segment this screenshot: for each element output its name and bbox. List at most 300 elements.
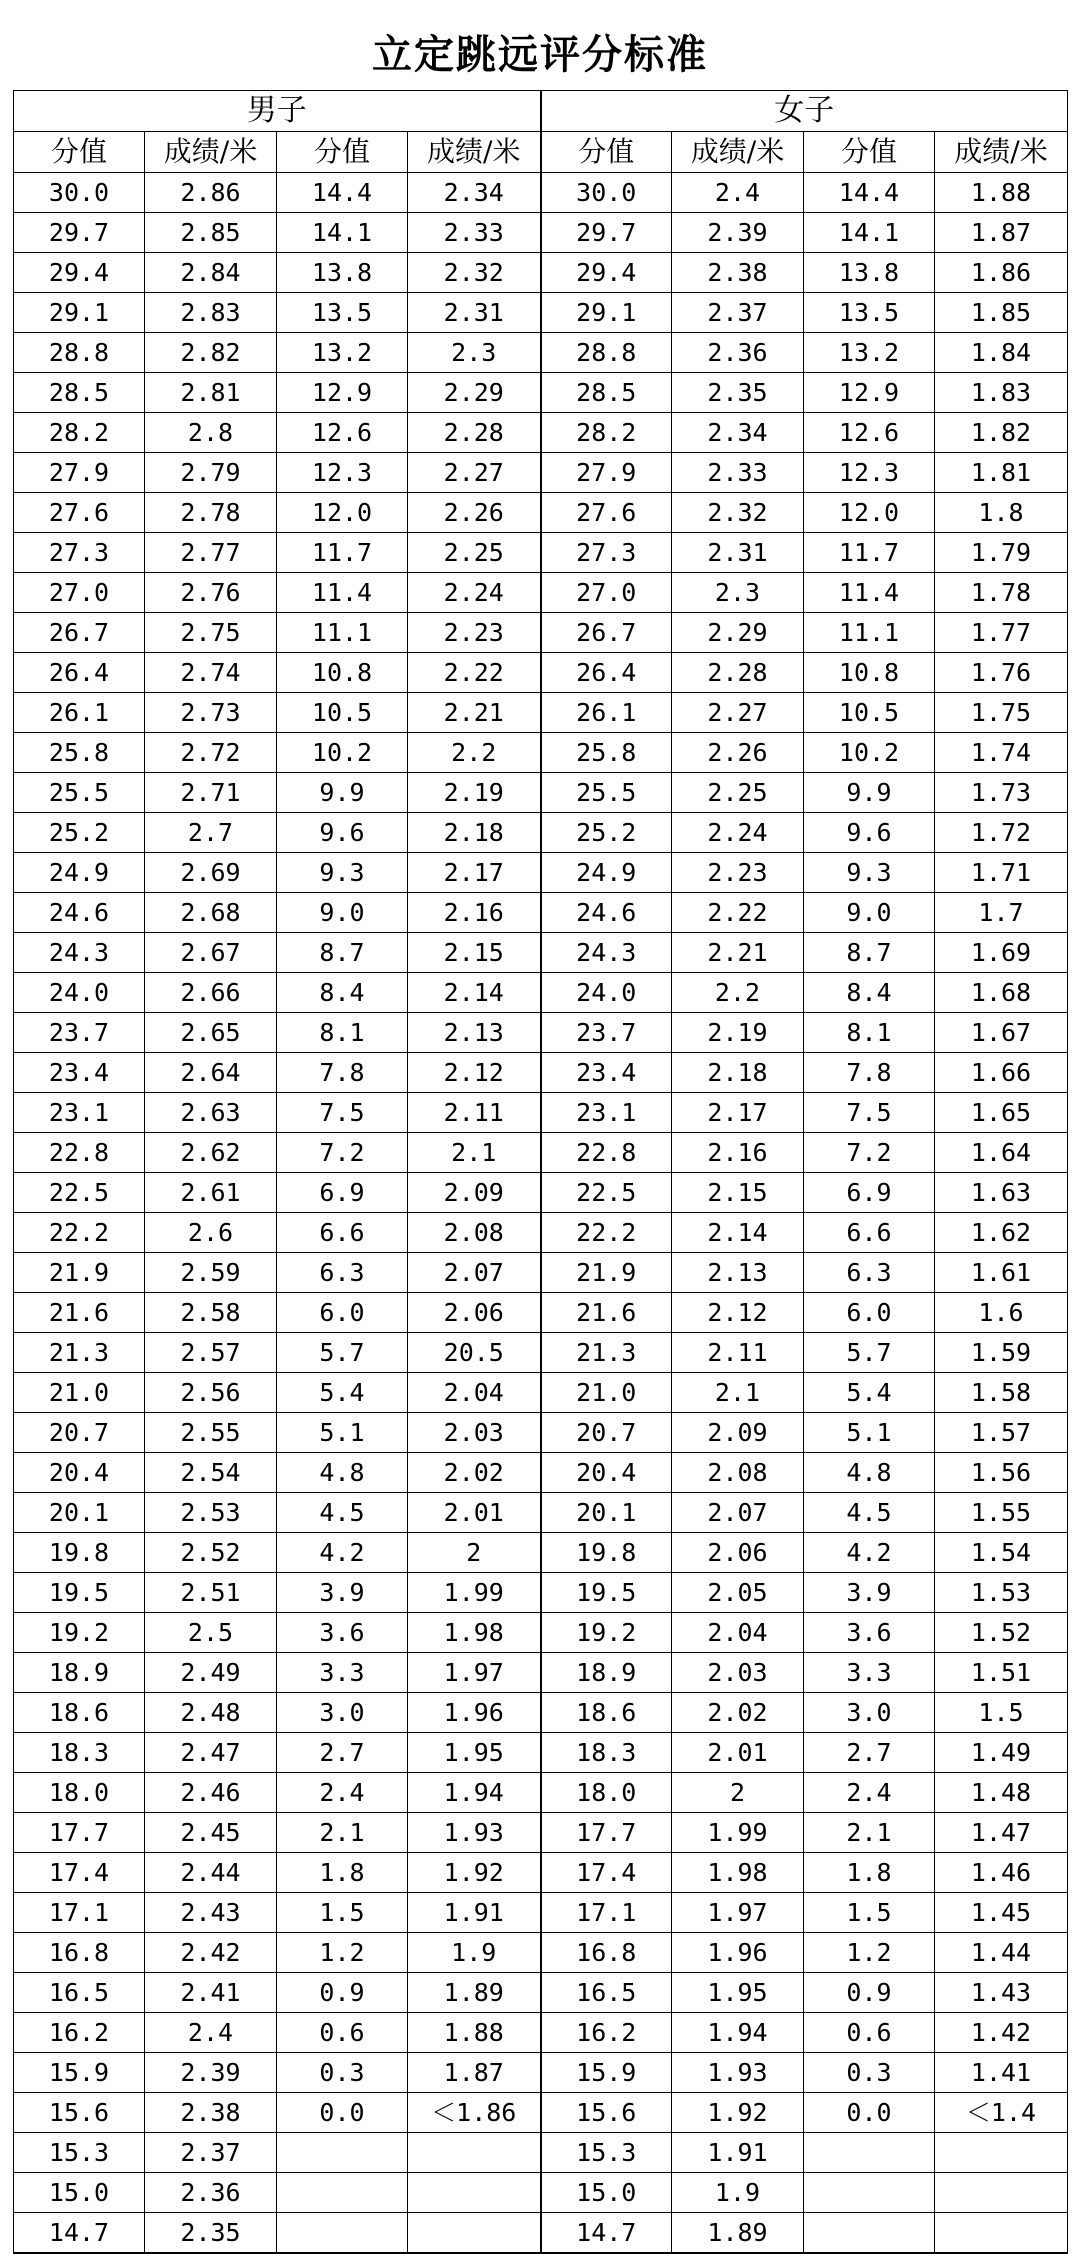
result-cell: 1.91 bbox=[672, 2133, 804, 2173]
result-cell: 2.78 bbox=[145, 493, 277, 533]
score-cell: 24.6 bbox=[14, 893, 145, 933]
score-cell: 5.1 bbox=[277, 1413, 408, 1453]
result-cell: 2.45 bbox=[145, 1813, 277, 1853]
result-cell: 1.48 bbox=[935, 1773, 1068, 1813]
result-cell: 1.9 bbox=[672, 2173, 804, 2213]
score-cell bbox=[277, 2173, 408, 2213]
table-row bbox=[14, 413, 1068, 453]
result-cell: 1.86 bbox=[935, 253, 1068, 293]
score-cell: 21.0 bbox=[14, 1373, 145, 1413]
score-cell: 6.0 bbox=[804, 1293, 935, 1333]
table-row bbox=[14, 373, 1068, 413]
result-cell: 1.85 bbox=[935, 293, 1068, 333]
score-cell: 14.7 bbox=[541, 2213, 672, 2254]
score-cell: 16.2 bbox=[541, 2013, 672, 2053]
score-cell: 21.3 bbox=[541, 1333, 672, 1373]
score-cell: 17.4 bbox=[541, 1853, 672, 1893]
result-cell: 2.52 bbox=[145, 1533, 277, 1573]
result-cell: 1.66 bbox=[935, 1053, 1068, 1093]
result-cell: 1.56 bbox=[935, 1453, 1068, 1493]
result-cell: 1.95 bbox=[408, 1733, 541, 1773]
score-cell: 15.6 bbox=[541, 2093, 672, 2133]
table-row bbox=[14, 533, 1068, 573]
score-cell: 8.4 bbox=[277, 973, 408, 1013]
score-cell: 27.3 bbox=[541, 533, 672, 573]
table-row bbox=[14, 2093, 1068, 2133]
score-cell: 20.4 bbox=[14, 1453, 145, 1493]
result-cell: 1.89 bbox=[672, 2213, 804, 2254]
result-cell: 2.06 bbox=[408, 1293, 541, 1333]
result-cell: 1.68 bbox=[935, 973, 1068, 1013]
score-cell: 15.3 bbox=[14, 2133, 145, 2173]
result-cell: 2.38 bbox=[145, 2093, 277, 2133]
score-cell: 18.6 bbox=[14, 1693, 145, 1733]
column-header: 分值 bbox=[14, 132, 145, 173]
result-cell: 2 bbox=[672, 1773, 804, 1813]
result-cell: 2.37 bbox=[145, 2133, 277, 2173]
result-cell: 2.31 bbox=[408, 293, 541, 333]
result-cell: 1.76 bbox=[935, 653, 1068, 693]
result-cell: 1.94 bbox=[408, 1773, 541, 1813]
score-cell: 0.9 bbox=[277, 1973, 408, 2013]
result-cell: 2.13 bbox=[672, 1253, 804, 1293]
result-cell: 2.62 bbox=[145, 1133, 277, 1173]
score-cell: 5.1 bbox=[804, 1413, 935, 1453]
score-cell: 26.1 bbox=[14, 693, 145, 733]
result-cell: 1.78 bbox=[935, 573, 1068, 613]
score-cell: 7.2 bbox=[277, 1133, 408, 1173]
result-cell: 2.02 bbox=[672, 1693, 804, 1733]
score-cell: 9.3 bbox=[277, 853, 408, 893]
table-row bbox=[14, 973, 1068, 1013]
table-row bbox=[14, 1373, 1068, 1413]
result-cell: 2.17 bbox=[672, 1093, 804, 1133]
result-cell: 1.57 bbox=[935, 1413, 1068, 1453]
score-cell: 4.2 bbox=[277, 1533, 408, 1573]
score-cell: 18.3 bbox=[541, 1733, 672, 1773]
result-cell: 2.23 bbox=[672, 853, 804, 893]
result-cell: 1.87 bbox=[408, 2053, 541, 2093]
result-cell: 2.15 bbox=[672, 1173, 804, 1213]
score-cell: 20.7 bbox=[14, 1413, 145, 1453]
table-row bbox=[14, 693, 1068, 733]
result-cell: 2.79 bbox=[145, 453, 277, 493]
result-cell: 1.46 bbox=[935, 1853, 1068, 1893]
score-cell: 6.9 bbox=[277, 1173, 408, 1213]
score-cell: 12.9 bbox=[804, 373, 935, 413]
score-cell: 5.4 bbox=[804, 1373, 935, 1413]
score-cell: 14.1 bbox=[804, 213, 935, 253]
result-cell bbox=[935, 2133, 1068, 2173]
score-cell: 10.8 bbox=[277, 653, 408, 693]
score-cell: 19.8 bbox=[541, 1533, 672, 1573]
result-cell: 1.62 bbox=[935, 1213, 1068, 1253]
score-cell bbox=[277, 2213, 408, 2254]
score-cell: 23.4 bbox=[541, 1053, 672, 1093]
result-cell: 2.86 bbox=[145, 173, 277, 213]
result-cell: 2.7 bbox=[145, 813, 277, 853]
result-cell: 2 bbox=[408, 1533, 541, 1573]
score-cell: 8.1 bbox=[277, 1013, 408, 1053]
score-cell: 3.3 bbox=[804, 1653, 935, 1693]
result-cell: 2.14 bbox=[672, 1213, 804, 1253]
score-cell: 18.9 bbox=[541, 1653, 672, 1693]
score-cell: 1.8 bbox=[277, 1853, 408, 1893]
result-cell: 2.03 bbox=[408, 1413, 541, 1453]
result-cell: 1.71 bbox=[935, 853, 1068, 893]
score-cell: 11.1 bbox=[804, 613, 935, 653]
score-cell: 2.7 bbox=[804, 1733, 935, 1773]
score-cell: 4.5 bbox=[277, 1493, 408, 1533]
result-cell: 2.24 bbox=[672, 813, 804, 853]
score-cell: 21.6 bbox=[14, 1293, 145, 1333]
score-cell: 1.5 bbox=[277, 1893, 408, 1933]
score-cell: 17.1 bbox=[541, 1893, 672, 1933]
result-cell: 1.6 bbox=[935, 1293, 1068, 1333]
score-cell: 3.0 bbox=[277, 1693, 408, 1733]
result-cell: 2.55 bbox=[145, 1413, 277, 1453]
table-row bbox=[14, 2213, 1068, 2254]
score-cell: 28.5 bbox=[541, 373, 672, 413]
score-cell: 6.0 bbox=[277, 1293, 408, 1333]
result-cell: 2.12 bbox=[408, 1053, 541, 1093]
score-cell: 27.0 bbox=[541, 573, 672, 613]
result-cell: 2.38 bbox=[672, 253, 804, 293]
score-cell: 11.4 bbox=[804, 573, 935, 613]
score-cell: 6.3 bbox=[804, 1253, 935, 1293]
result-cell: 1.89 bbox=[408, 1973, 541, 2013]
score-cell: 26.7 bbox=[541, 613, 672, 653]
score-cell: 11.1 bbox=[277, 613, 408, 653]
score-cell: 7.5 bbox=[277, 1093, 408, 1133]
result-cell: 2.63 bbox=[145, 1093, 277, 1133]
column-header: 成绩/米 bbox=[935, 132, 1068, 173]
score-cell: 29.4 bbox=[14, 253, 145, 293]
table-row bbox=[14, 1853, 1068, 1893]
score-cell: 25.8 bbox=[541, 733, 672, 773]
result-cell: 2.61 bbox=[145, 1173, 277, 1213]
table-row bbox=[14, 293, 1068, 333]
score-cell: 23.7 bbox=[541, 1013, 672, 1053]
score-cell: 25.5 bbox=[14, 773, 145, 813]
score-cell: 12.9 bbox=[277, 373, 408, 413]
result-cell: 2.27 bbox=[408, 453, 541, 493]
result-cell: 1.82 bbox=[935, 413, 1068, 453]
result-cell: 2.5 bbox=[145, 1613, 277, 1653]
table-row bbox=[14, 173, 1068, 213]
result-cell: 1.96 bbox=[672, 1933, 804, 1973]
table-row bbox=[14, 1813, 1068, 1853]
table-row bbox=[14, 613, 1068, 653]
score-cell: 29.1 bbox=[541, 293, 672, 333]
result-cell: 2.3 bbox=[408, 333, 541, 373]
column-header: 分值 bbox=[277, 132, 408, 173]
score-cell: 23.1 bbox=[541, 1093, 672, 1133]
result-cell: 2.1 bbox=[408, 1133, 541, 1173]
table-row bbox=[14, 213, 1068, 253]
result-cell: 2.36 bbox=[672, 333, 804, 373]
table-row bbox=[14, 493, 1068, 533]
result-cell: 1.44 bbox=[935, 1933, 1068, 1973]
result-cell: 2.58 bbox=[145, 1293, 277, 1333]
result-cell: 2.11 bbox=[672, 1333, 804, 1373]
score-cell: 9.0 bbox=[804, 893, 935, 933]
result-cell: 2.59 bbox=[145, 1253, 277, 1293]
score-cell: 21.6 bbox=[541, 1293, 672, 1333]
score-cell: 22.8 bbox=[541, 1133, 672, 1173]
score-cell: 7.8 bbox=[804, 1053, 935, 1093]
score-cell: 21.9 bbox=[14, 1253, 145, 1293]
score-cell: 0.6 bbox=[277, 2013, 408, 2053]
score-cell: 14.7 bbox=[14, 2213, 145, 2254]
score-cell: 22.5 bbox=[541, 1173, 672, 1213]
result-cell: 1.96 bbox=[408, 1693, 541, 1733]
result-cell: 1.8 bbox=[935, 493, 1068, 533]
table-row bbox=[14, 1133, 1068, 1173]
result-cell: 2.84 bbox=[145, 253, 277, 293]
score-cell: 30.0 bbox=[14, 173, 145, 213]
score-cell: 19.2 bbox=[14, 1613, 145, 1653]
score-cell: 5.7 bbox=[804, 1333, 935, 1373]
result-cell: 2.66 bbox=[145, 973, 277, 1013]
result-cell: 1.41 bbox=[935, 2053, 1068, 2093]
score-cell: 17.7 bbox=[14, 1813, 145, 1853]
score-cell: 9.0 bbox=[277, 893, 408, 933]
result-cell: 1.42 bbox=[935, 2013, 1068, 2053]
table-row bbox=[14, 733, 1068, 773]
score-cell: 3.6 bbox=[804, 1613, 935, 1653]
result-cell: 1.65 bbox=[935, 1093, 1068, 1133]
result-cell: 2.18 bbox=[408, 813, 541, 853]
score-cell: 17.7 bbox=[541, 1813, 672, 1853]
score-cell: 29.7 bbox=[14, 213, 145, 253]
result-cell: 2.39 bbox=[672, 213, 804, 253]
result-cell: 2.11 bbox=[408, 1093, 541, 1133]
score-cell: 8.7 bbox=[277, 933, 408, 973]
result-cell: 2.33 bbox=[672, 453, 804, 493]
score-cell: 10.5 bbox=[804, 693, 935, 733]
score-cell: 15.3 bbox=[541, 2133, 672, 2173]
score-cell: 8.4 bbox=[804, 973, 935, 1013]
result-cell: 2.15 bbox=[408, 933, 541, 973]
score-cell: 20.4 bbox=[541, 1453, 672, 1493]
score-cell: 13.2 bbox=[277, 333, 408, 373]
score-cell: 1.5 bbox=[804, 1893, 935, 1933]
score-cell: 2.4 bbox=[277, 1773, 408, 1813]
result-cell: 1.63 bbox=[935, 1173, 1068, 1213]
score-cell: 19.5 bbox=[14, 1573, 145, 1613]
score-cell: 3.6 bbox=[277, 1613, 408, 1653]
score-cell: 6.9 bbox=[804, 1173, 935, 1213]
score-cell: 18.0 bbox=[14, 1773, 145, 1813]
result-cell: 2.07 bbox=[408, 1253, 541, 1293]
score-cell: 20.1 bbox=[14, 1493, 145, 1533]
result-cell: 1.7 bbox=[935, 893, 1068, 933]
score-cell: 3.0 bbox=[804, 1693, 935, 1733]
score-cell: 5.7 bbox=[277, 1333, 408, 1373]
result-cell: 2.29 bbox=[672, 613, 804, 653]
table-row bbox=[14, 1573, 1068, 1613]
gender-header-row bbox=[14, 91, 1068, 132]
table-row bbox=[14, 1453, 1068, 1493]
result-cell: 2.28 bbox=[672, 653, 804, 693]
result-cell: 2.75 bbox=[145, 613, 277, 653]
score-cell: 10.2 bbox=[277, 733, 408, 773]
result-cell: 1.91 bbox=[408, 1893, 541, 1933]
score-cell: 15.0 bbox=[14, 2173, 145, 2213]
result-cell: 1.93 bbox=[672, 2053, 804, 2093]
table-row bbox=[14, 1493, 1068, 1533]
result-cell: 1.75 bbox=[935, 693, 1068, 733]
score-cell: 23.4 bbox=[14, 1053, 145, 1093]
result-cell: 2.12 bbox=[672, 1293, 804, 1333]
score-cell: 11.7 bbox=[804, 533, 935, 573]
score-cell: 4.5 bbox=[804, 1493, 935, 1533]
result-cell: 2.21 bbox=[672, 933, 804, 973]
score-cell: 10.5 bbox=[277, 693, 408, 733]
score-cell: 6.6 bbox=[804, 1213, 935, 1253]
result-cell: 2.17 bbox=[408, 853, 541, 893]
table-row bbox=[14, 1333, 1068, 1373]
result-cell: 1.58 bbox=[935, 1373, 1068, 1413]
table-row bbox=[14, 1093, 1068, 1133]
table-row bbox=[14, 573, 1068, 613]
column-header: 成绩/米 bbox=[672, 132, 804, 173]
result-cell: 2.28 bbox=[408, 413, 541, 453]
result-cell: 2.2 bbox=[408, 733, 541, 773]
result-cell: 2.1 bbox=[672, 1373, 804, 1413]
score-cell: 24.3 bbox=[541, 933, 672, 973]
table-row bbox=[14, 1613, 1068, 1653]
score-cell: 12.6 bbox=[277, 413, 408, 453]
result-cell: 2.03 bbox=[672, 1653, 804, 1693]
result-cell bbox=[935, 2173, 1068, 2213]
table-row bbox=[14, 1053, 1068, 1093]
result-cell: 2.44 bbox=[145, 1853, 277, 1893]
table-row bbox=[14, 853, 1068, 893]
score-cell: 12.3 bbox=[804, 453, 935, 493]
score-cell: 27.9 bbox=[14, 453, 145, 493]
score-cell: 7.5 bbox=[804, 1093, 935, 1133]
result-cell: 2.09 bbox=[408, 1173, 541, 1213]
table-row bbox=[14, 1293, 1068, 1333]
result-cell: 2.04 bbox=[672, 1613, 804, 1653]
result-cell: 2.16 bbox=[672, 1133, 804, 1173]
score-cell: 15.9 bbox=[14, 2053, 145, 2093]
result-cell: 1.87 bbox=[935, 213, 1068, 253]
result-cell: 2.25 bbox=[672, 773, 804, 813]
score-cell: 12.0 bbox=[277, 493, 408, 533]
score-cell: 14.4 bbox=[277, 173, 408, 213]
score-cell: 15.0 bbox=[541, 2173, 672, 2213]
score-cell: 8.1 bbox=[804, 1013, 935, 1053]
score-cell: 26.4 bbox=[541, 653, 672, 693]
score-cell: 3.9 bbox=[277, 1573, 408, 1613]
result-cell: 1.43 bbox=[935, 1973, 1068, 2013]
result-cell: 1.77 bbox=[935, 613, 1068, 653]
result-cell: 2.34 bbox=[408, 173, 541, 213]
table-row bbox=[14, 453, 1068, 493]
score-cell: 0.0 bbox=[277, 2093, 408, 2133]
table-row bbox=[14, 1413, 1068, 1453]
score-cell: 25.2 bbox=[14, 813, 145, 853]
result-cell: 2.36 bbox=[145, 2173, 277, 2213]
table-row bbox=[14, 1773, 1068, 1813]
result-cell: 2.77 bbox=[145, 533, 277, 573]
score-cell: 24.3 bbox=[14, 933, 145, 973]
result-cell: 2.73 bbox=[145, 693, 277, 733]
result-cell: 2.42 bbox=[145, 1933, 277, 1973]
result-cell: 2.29 bbox=[408, 373, 541, 413]
result-cell: 2.04 bbox=[408, 1373, 541, 1413]
result-cell: 2.26 bbox=[408, 493, 541, 533]
result-cell: 1.92 bbox=[408, 1853, 541, 1893]
score-cell: 25.8 bbox=[14, 733, 145, 773]
score-cell: 30.0 bbox=[541, 173, 672, 213]
result-cell: 2.31 bbox=[672, 533, 804, 573]
result-cell: 1.61 bbox=[935, 1253, 1068, 1293]
score-cell: 9.6 bbox=[804, 813, 935, 853]
score-cell: 20.1 bbox=[541, 1493, 672, 1533]
score-cell: 14.1 bbox=[277, 213, 408, 253]
score-cell: 12.3 bbox=[277, 453, 408, 493]
result-cell: 2.02 bbox=[408, 1453, 541, 1493]
result-cell: 2.56 bbox=[145, 1373, 277, 1413]
result-cell: 1.64 bbox=[935, 1133, 1068, 1173]
result-cell: 1.88 bbox=[935, 173, 1068, 213]
score-cell: 18.3 bbox=[14, 1733, 145, 1773]
score-cell: 4.8 bbox=[804, 1453, 935, 1493]
table-row bbox=[14, 253, 1068, 293]
score-cell: 15.9 bbox=[541, 2053, 672, 2093]
result-cell: 1.47 bbox=[935, 1813, 1068, 1853]
result-cell: 2.47 bbox=[145, 1733, 277, 1773]
score-cell: 25.2 bbox=[541, 813, 672, 853]
score-cell: 16.8 bbox=[14, 1933, 145, 1973]
result-cell: 2.53 bbox=[145, 1493, 277, 1533]
result-cell: 1.72 bbox=[935, 813, 1068, 853]
score-cell: 19.5 bbox=[541, 1573, 672, 1613]
result-cell: 2.23 bbox=[408, 613, 541, 653]
result-cell: 2.35 bbox=[672, 373, 804, 413]
result-cell: 2.27 bbox=[672, 693, 804, 733]
score-cell: 22.5 bbox=[14, 1173, 145, 1213]
score-cell: 0.9 bbox=[804, 1973, 935, 2013]
result-cell: 2.41 bbox=[145, 1973, 277, 2013]
score-cell: 13.8 bbox=[277, 253, 408, 293]
score-cell: 20.7 bbox=[541, 1413, 672, 1453]
result-cell: 2.35 bbox=[145, 2213, 277, 2254]
result-cell: 1.88 bbox=[408, 2013, 541, 2053]
table-row bbox=[14, 1693, 1068, 1733]
score-cell: 19.8 bbox=[14, 1533, 145, 1573]
result-cell: 1.95 bbox=[672, 1973, 804, 2013]
score-cell: 23.7 bbox=[14, 1013, 145, 1053]
score-cell: 12.6 bbox=[804, 413, 935, 453]
column-header: 成绩/米 bbox=[145, 132, 277, 173]
score-cell: 2.4 bbox=[804, 1773, 935, 1813]
table-row bbox=[14, 2173, 1068, 2213]
result-cell: 2.81 bbox=[145, 373, 277, 413]
score-cell: 2.1 bbox=[804, 1813, 935, 1853]
result-cell: 2.25 bbox=[408, 533, 541, 573]
score-cell: 14.4 bbox=[804, 173, 935, 213]
result-cell: 1.92 bbox=[672, 2093, 804, 2133]
score-cell: 5.4 bbox=[277, 1373, 408, 1413]
result-cell: 2.24 bbox=[408, 573, 541, 613]
result-cell: 1.69 bbox=[935, 933, 1068, 973]
result-cell bbox=[408, 2213, 541, 2254]
